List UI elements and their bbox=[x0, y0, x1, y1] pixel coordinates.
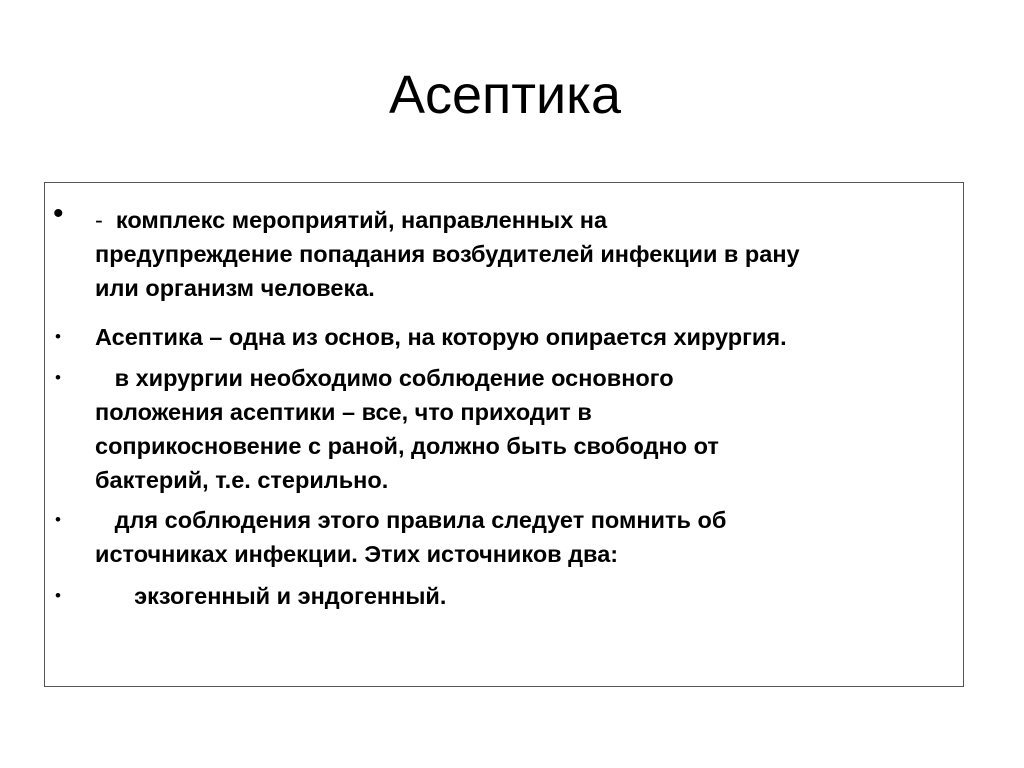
bullet-icon: • bbox=[55, 586, 61, 605]
bullet-text bbox=[95, 503, 955, 571]
bullet-line: положения асептики – все, что приходит в bbox=[95, 399, 592, 425]
bullet-line: бактерий, т.е. стерильно. bbox=[95, 467, 389, 493]
content-box bbox=[44, 182, 964, 687]
bullet-icon: • bbox=[55, 510, 61, 529]
bullet-line: в хирургии необходимо соблюдение основного bbox=[95, 365, 674, 391]
bullet-text bbox=[95, 320, 955, 354]
bullet-text bbox=[95, 579, 955, 613]
bullet-icon: • bbox=[55, 327, 61, 346]
bullet-line: для соблюдения этого правила следует помнить об bbox=[95, 507, 727, 533]
bullet-line: или организм человека. bbox=[95, 275, 375, 301]
bullet-line: экзогенный и эндогенный. bbox=[95, 583, 447, 609]
bullet-text bbox=[95, 361, 955, 497]
bullet-text bbox=[95, 203, 955, 305]
bullet-prefix: - bbox=[95, 207, 103, 233]
bullet-line: предупреждение попадания возбудителей инфекции в рану bbox=[95, 241, 800, 267]
bullet-line: Асептика – одна из основ, на которую опирается хирургия. bbox=[95, 324, 787, 350]
bullet-icon: • bbox=[55, 368, 61, 387]
slide-title: Асептика bbox=[388, 65, 622, 125]
bullet-line: соприкосновение с раной, должно быть свободно от bbox=[95, 433, 719, 459]
bullet-icon: • bbox=[53, 197, 64, 230]
bullet-line: комплекс мероприятий, направленных на bbox=[102, 207, 608, 233]
bullet-line: источниках инфекции. Этих источников два: bbox=[95, 541, 619, 567]
